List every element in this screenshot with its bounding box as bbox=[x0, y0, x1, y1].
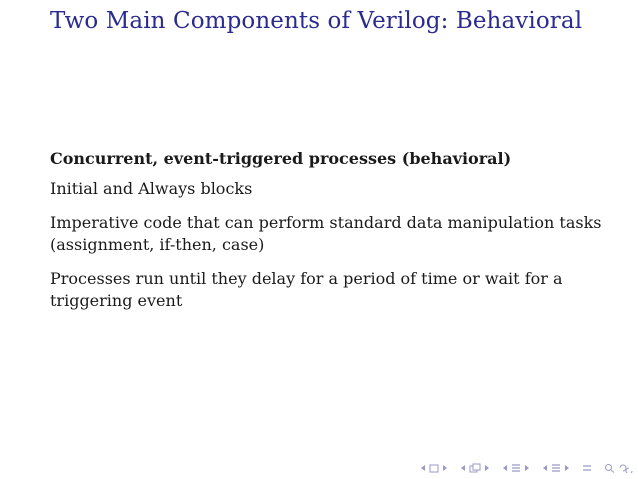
paragraph bbox=[50, 212, 610, 256]
paragraph-line: triggering event bbox=[50, 291, 183, 310]
subsection-icon[interactable] bbox=[469, 463, 481, 473]
prev-arrow-icon[interactable] bbox=[460, 464, 466, 472]
prev-arrow-icon[interactable] bbox=[542, 464, 548, 472]
frame-icon[interactable] bbox=[429, 464, 439, 473]
prev-arrow-icon[interactable] bbox=[420, 464, 426, 472]
slide-heading: Concurrent, event-triggered processes (behavioral) bbox=[50, 149, 512, 168]
paragraph bbox=[50, 268, 610, 312]
next-arrow-icon[interactable] bbox=[564, 464, 570, 472]
next-arrow-icon[interactable] bbox=[484, 464, 490, 472]
paragraph-line: Processes run until they delay for a period of time or wait for a bbox=[50, 269, 563, 288]
undo-icon[interactable] bbox=[618, 463, 638, 473]
paragraph-line: (assignment, if-then, case) bbox=[50, 235, 265, 254]
navigation-bar bbox=[420, 460, 638, 476]
slide-content bbox=[50, 148, 610, 324]
slide-title: Two Main Components of Verilog: Behavioral bbox=[50, 8, 583, 34]
paragraph bbox=[50, 178, 610, 200]
align-icon[interactable] bbox=[582, 463, 592, 473]
next-arrow-icon[interactable] bbox=[442, 464, 448, 472]
prev-arrow-icon[interactable] bbox=[502, 464, 508, 472]
paragraph-line: Imperative code that can perform standard data manipulation tasks bbox=[50, 213, 602, 232]
section-icon[interactable] bbox=[551, 463, 561, 473]
paragraph-line: Initial and Always blocks bbox=[50, 179, 253, 198]
section-icon[interactable] bbox=[511, 463, 521, 473]
next-arrow-icon[interactable] bbox=[524, 464, 530, 472]
search-icon[interactable] bbox=[604, 463, 615, 473]
